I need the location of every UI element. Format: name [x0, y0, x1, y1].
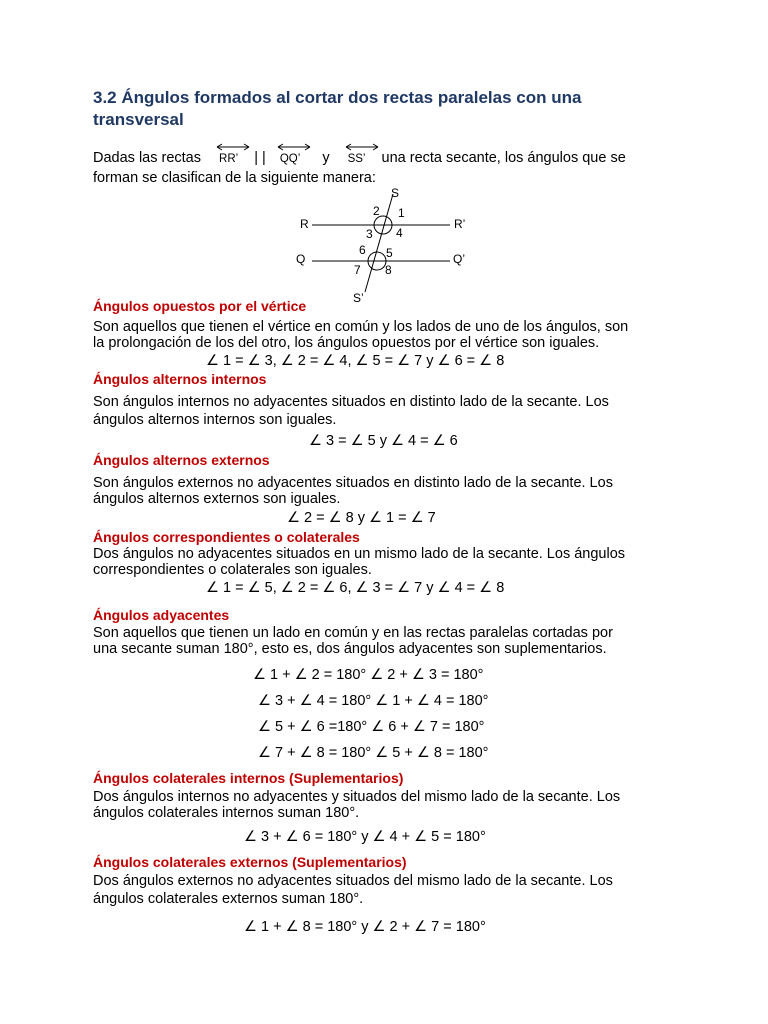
parallel-symbol: | |	[254, 150, 266, 166]
equation-alternos-internos: ∠ 3 = ∠ 5 y ∠ 4 = ∠ 6	[309, 433, 458, 449]
line-rr-text: RR’	[219, 153, 239, 165]
text-adyacentes-2: una secante suman 180°, esto es, dos ángulos adyacentes son suplementarios.	[93, 641, 607, 657]
equation-alternos-externos: ∠ 2 = ∠ 8 y ∠ 1 = ∠ 7	[287, 510, 436, 526]
equation-opuestos: ∠ 1 = ∠ 3, ∠ 2 = ∠ 4, ∠ 5 = ∠ 7 y ∠ 6 = ∠ 8	[206, 353, 505, 369]
label-s-prime: S’	[353, 291, 364, 305]
text-colaterales-externos-1: Dos ángulos externos no adyacentes situados del mismo lado de la secante. Los	[93, 873, 613, 889]
double-arrow-icon	[215, 142, 251, 152]
text-alternos-externos-2: ángulos alternos externos son iguales.	[93, 491, 341, 507]
intro-text-2: una recta secante, los ángulos que se	[381, 150, 626, 166]
section-number: 3.2	[93, 88, 117, 107]
label-q-prime: Q’	[453, 252, 465, 266]
heading-alternos-externos: Ángulos alternos externos	[93, 452, 270, 468]
text-correspondientes-2: correspondientes o colaterales son iguales.	[93, 562, 372, 578]
transversal-diagram	[290, 182, 480, 307]
line-qq-label	[280, 151, 300, 167]
label-r-prime: R’	[454, 217, 466, 231]
text-colaterales-externos-2: ángulos colaterales externos suman 180°.	[93, 891, 364, 907]
label-angle-1: 1	[398, 206, 405, 220]
label-angle-5: 5	[386, 246, 393, 260]
equation-colaterales-externos: ∠ 1 + ∠ 8 = 180° y ∠ 2 + ∠ 7 = 180°	[244, 919, 486, 935]
label-angle-7: 7	[354, 263, 361, 277]
intro-line-1	[93, 150, 626, 167]
equation-adyacentes-1: ∠ 1 + ∠ 2 = 180° ∠ 2 + ∠ 3 = 180°	[253, 667, 484, 683]
intro-text: Dadas las rectas	[93, 150, 201, 166]
line-ss-text: SS’	[347, 153, 366, 165]
line-rr-label	[219, 151, 238, 167]
page-title	[93, 87, 653, 131]
text-opuestos-2: la prolongación de los del otro, los ángulos opuestos por el vértice son iguales.	[93, 335, 600, 351]
heading-colaterales-internos: Ángulos colaterales internos (Suplementarios)	[93, 770, 404, 786]
equation-adyacentes-4: ∠ 7 + ∠ 8 = 180° ∠ 5 + ∠ 8 = 180°	[258, 745, 489, 761]
label-angle-8: 8	[385, 263, 392, 277]
heading-opuestos: Ángulos opuestos por el vértice	[93, 298, 307, 314]
label-q: Q	[296, 252, 306, 266]
double-arrow-icon	[276, 142, 312, 152]
text-colaterales-internos-1: Dos ángulos internos no adyacentes y situados del mismo lado de la secante. Los	[93, 789, 621, 805]
line-ss-label	[348, 151, 366, 167]
equation-adyacentes-2: ∠ 3 + ∠ 4 = 180° ∠ 1 + ∠ 4 = 180°	[258, 693, 489, 709]
label-r: R	[300, 217, 309, 231]
text-alternos-internos-1: Son ángulos internos no adyacentes situados en distinto lado de la secante. Los	[93, 394, 609, 410]
label-s: S	[391, 186, 400, 200]
heading-colaterales-externos: Ángulos colaterales externos (Suplementarios)	[93, 854, 407, 870]
text-correspondientes-1: Dos ángulos no adyacentes situados en un mismo lado de la secante. Los ángulos	[93, 546, 626, 562]
and-text: y	[322, 150, 330, 166]
equation-colaterales-internos: ∠ 3 + ∠ 6 = 180° y ∠ 4 + ∠ 5 = 180°	[244, 829, 486, 845]
intro-line-2: forman se clasifican de la siguiente manera:	[93, 170, 376, 186]
heading-adyacentes: Ángulos adyacentes	[93, 607, 230, 623]
text-alternos-externos-1: Son ángulos externos no adyacentes situados en distinto lado de la secante. Los	[93, 475, 613, 491]
text-alternos-internos-2: ángulos alternos internos son iguales.	[93, 412, 337, 428]
line-qq-text: QQ’	[279, 153, 301, 165]
label-angle-2: 2	[373, 204, 380, 218]
heading-correspondientes: Ángulos correspondientes o colaterales	[93, 529, 360, 545]
label-angle-4: 4	[396, 226, 403, 240]
text-colaterales-internos-2: ángulos colaterales internos suman 180°.	[93, 805, 360, 821]
equation-adyacentes-3: ∠ 5 + ∠ 6 =180° ∠ 6 + ∠ 7 = 180°	[258, 719, 485, 735]
label-angle-3: 3	[366, 227, 373, 241]
text-adyacentes-1: Son aquellos que tienen un lado en común y en las rectas paralelas cortadas por	[93, 625, 613, 641]
equation-correspondientes: ∠ 1 = ∠ 5, ∠ 2 = ∠ 6, ∠ 3 = ∠ 7 y ∠ 4 = ∠ 8	[206, 580, 505, 596]
heading-alternos-internos: Ángulos alternos internos	[93, 371, 267, 387]
section-title: Ángulos formados al cortar dos rectas paralelas con una transversal	[93, 88, 582, 129]
text-opuestos-1: Son aquellos que tienen el vértice en común y los lados de uno de los ángulos, son	[93, 319, 629, 335]
label-angle-6: 6	[359, 243, 366, 257]
double-arrow-icon	[344, 142, 380, 152]
